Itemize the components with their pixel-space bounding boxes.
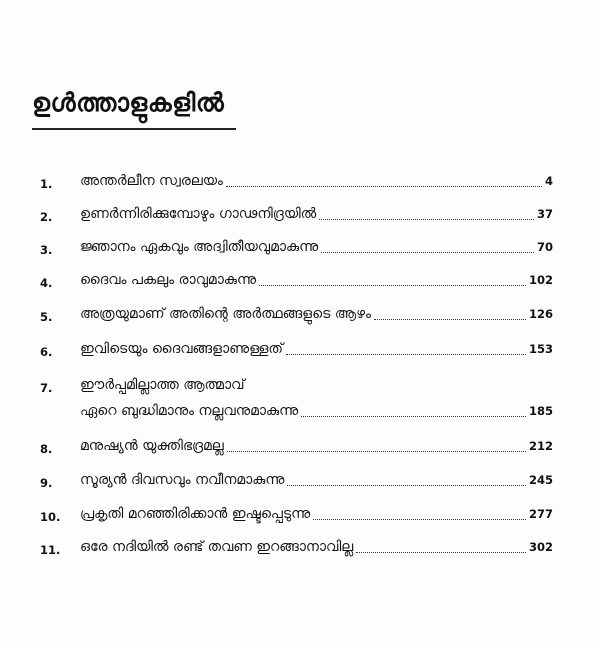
entry-page: 4 [544, 174, 553, 188]
entry-title: അത്രയുമാണ് അതിന്റെ അർത്ഥങ്ങളുടെ ആഴം [80, 306, 371, 322]
entry-page: 212 [528, 439, 553, 453]
entry-title: മനുഷ്യൻ യുക്തിഭദ്രമല്ല [80, 438, 224, 454]
entry-line [80, 239, 553, 255]
entry-number: 5. [40, 310, 53, 324]
entry-number: 9. [40, 476, 53, 490]
entry-title: ദൈവം പകലും രാവുമാകുന്നു [80, 272, 257, 288]
dot-leader [301, 416, 526, 417]
entry-title: പ്രകൃതി മറഞ്ഞിരിക്കാൻ ഇഷ്ടപ്പെടുന്നു [80, 506, 311, 522]
entry-page: 245 [528, 473, 553, 487]
entry-line [80, 306, 553, 322]
entry-line [80, 206, 553, 222]
entry-title: ഇവിടെയും ദൈവങ്ങളാണുള്ളത് [80, 341, 284, 357]
entry-title-line1: ഈർപ്പമില്ലാത്ത ആത്മാവ് [80, 377, 245, 393]
dot-leader [259, 285, 526, 286]
entry-page: 153 [528, 342, 553, 356]
entry-title: ജ്ഞാനം ഏകവും അദ്വിതീയവുമാകുന്നു [80, 239, 319, 255]
entry-number: 2. [40, 210, 53, 224]
entry-line [80, 272, 553, 288]
entry-number: 4. [40, 276, 53, 290]
entry-page: 70 [536, 240, 553, 254]
entry-line [80, 173, 553, 189]
entry-line [80, 472, 553, 488]
entry-line [80, 506, 553, 522]
entry-page: 185 [528, 404, 553, 418]
entry-number: 1. [40, 177, 53, 191]
dot-leader [287, 485, 526, 486]
entry-number: 7. [40, 381, 53, 395]
dot-leader [374, 319, 526, 320]
entry-page: 37 [536, 207, 553, 221]
entry-title: അന്തർലീന സ്വരലയം [80, 173, 223, 189]
entry-number: 11. [40, 543, 61, 557]
page-title: ഉൾത്താളുകളിൽ [32, 88, 225, 117]
entry-line [80, 403, 553, 419]
entry-line [80, 341, 553, 357]
entry-line [80, 539, 553, 555]
entry-number: 10. [40, 510, 61, 524]
entry-page: 277 [528, 507, 553, 521]
dot-leader [321, 252, 534, 253]
entry-number: 3. [40, 243, 53, 257]
entry-number: 8. [40, 442, 53, 456]
entry-title: ഏറെ ബുദ്ധിമാനും നല്ലവനുമാകുന്നു [80, 403, 299, 419]
entry-title: ഉണർന്നിരിക്കുമ്പോഴും ഗാഢനിദ്രയിൽ [80, 206, 317, 222]
dot-leader [356, 552, 526, 553]
entry-page: 102 [528, 273, 553, 287]
dot-leader [286, 354, 526, 355]
entry-page: 126 [528, 307, 553, 321]
entry-page: 302 [528, 540, 553, 554]
dot-leader [313, 519, 526, 520]
dot-leader [227, 451, 526, 452]
entry-title: സൂര്യൻ ദിവസവും നവീനമാകുന്നു [80, 472, 285, 488]
dot-leader [226, 186, 542, 187]
dot-leader [319, 219, 534, 220]
entry-line [80, 438, 553, 454]
entry-number: 6. [40, 345, 53, 359]
entry-title: ഒരേ നദിയിൽ രണ്ട് തവണ ഇറങ്ങാനാവില്ല [80, 539, 354, 555]
